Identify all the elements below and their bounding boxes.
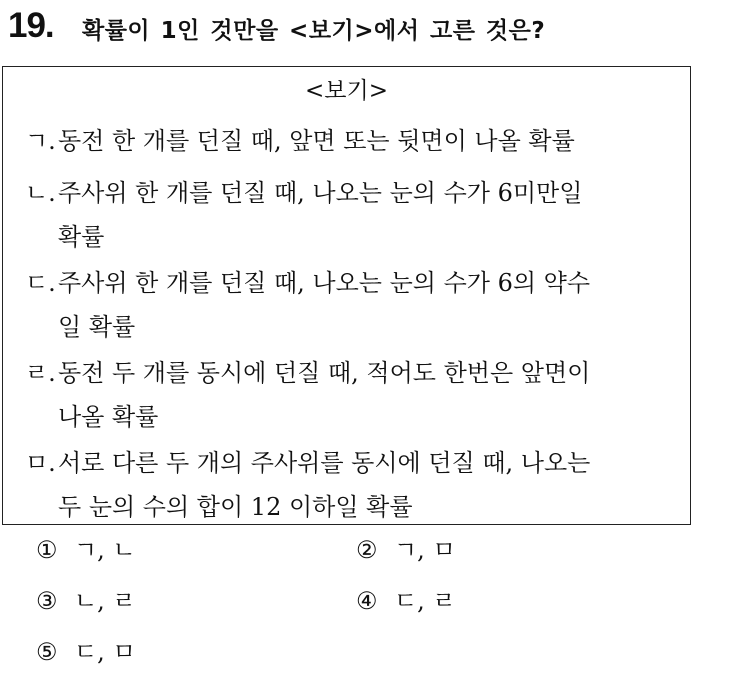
choice-1[interactable] <box>36 532 136 568</box>
example-item-4 <box>25 351 675 439</box>
example-item-marker: ㄱ. <box>25 127 56 155</box>
choice-2[interactable] <box>356 532 456 568</box>
example-item-marker: ㄴ. <box>25 179 56 207</box>
example-item-text: 동전 한 개를 던질 때, 앞면 또는 뒷면이 나올 확률 <box>58 127 575 155</box>
choice-number: ② <box>356 536 378 564</box>
example-item-text-continued: 일 확률 <box>58 313 136 341</box>
example-item-text: 서로 다른 두 개의 주사위를 동시에 던질 때, 나오는 <box>58 449 591 477</box>
example-item-text: 주사위 한 개를 던질 때, 나오는 눈의 수가 6미만일 <box>58 179 583 207</box>
example-item-3 <box>25 261 675 349</box>
answer-choices <box>36 528 696 678</box>
example-item-1 <box>25 119 675 163</box>
example-item-text: 주사위 한 개를 던질 때, 나오는 눈의 수가 6의 약수 <box>58 269 591 297</box>
choice-number: ④ <box>356 587 378 615</box>
choice-number: ① <box>36 536 58 564</box>
choice-number: ③ <box>36 587 58 615</box>
example-item-2 <box>25 171 675 259</box>
example-item-text-continued: 나올 확률 <box>58 403 159 431</box>
example-box <box>2 66 691 525</box>
choice-5[interactable] <box>36 634 136 670</box>
example-item-text-continued: 두 눈의 수의 합이 12 이하일 확률 <box>58 493 413 521</box>
choice-answer: ㄴ, ㄹ <box>74 587 136 615</box>
choice-answer: ㄱ, ㅁ <box>394 536 456 564</box>
question-header <box>8 6 724 50</box>
example-item-5 <box>25 441 675 529</box>
choice-answer: ㄷ, ㄹ <box>394 587 456 615</box>
question-text: 확률이 1인 것만을 <보기>에서 고른 것은? <box>82 18 546 44</box>
choice-answer: ㄷ, ㅁ <box>74 638 136 666</box>
example-item-marker: ㄷ. <box>25 269 56 297</box>
choice-4[interactable] <box>356 583 456 619</box>
example-item-marker: ㄹ. <box>25 359 56 387</box>
example-item-text: 동전 두 개를 동시에 던질 때, 적어도 한번은 앞면이 <box>58 359 591 387</box>
choice-answer: ㄱ, ㄴ <box>74 536 136 564</box>
choice-number: ⑤ <box>36 638 58 666</box>
example-item-text-continued: 확률 <box>58 223 105 251</box>
example-box-title: <보기> <box>305 78 388 104</box>
choice-3[interactable] <box>36 583 136 619</box>
example-item-marker: ㅁ. <box>25 449 56 477</box>
question-number: 19. <box>8 6 54 45</box>
